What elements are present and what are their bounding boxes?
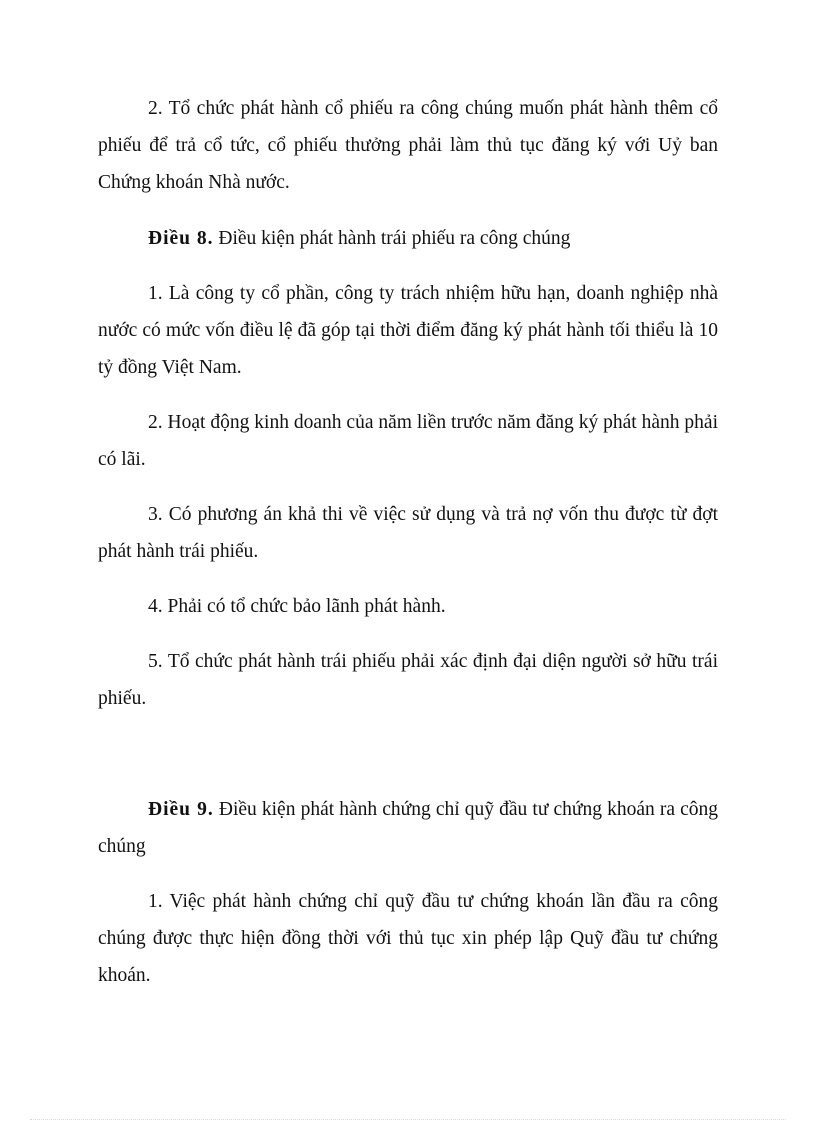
paragraph-article8-item2 xyxy=(98,404,718,478)
paragraph-text: 3. Có phương án khả thi về việc sử dụng và trả nợ vốn thu được từ đợt phát hành trái phiếu. xyxy=(98,504,718,562)
article-title: Điều kiện phát hành chứng chỉ quỹ đầu tư chứng khoán ra công chúng xyxy=(98,799,719,857)
article-number: Điều 9. xyxy=(148,799,214,820)
article9-heading xyxy=(98,791,718,865)
paragraph-article8-item4 xyxy=(98,588,718,625)
paragraph-article8-item3 xyxy=(98,496,718,570)
article8-heading xyxy=(98,220,718,257)
paragraph-article8-item5 xyxy=(98,643,718,717)
paragraph-article7-item2 xyxy=(98,90,718,201)
paragraph-article8-item1 xyxy=(98,275,718,386)
paragraph-text: 5. Tổ chức phát hành trái phiếu phải xác định đại diện người sở hữu trái phiếu. xyxy=(98,651,718,709)
paragraph-article9-item1 xyxy=(98,883,718,994)
paragraph-text: 4. Phải có tổ chức bảo lãnh phát hành. xyxy=(148,596,446,617)
article-title: Điều kiện phát hành trái phiếu ra công chúng xyxy=(218,228,571,249)
paragraph-text: 1. Việc phát hành chứng chỉ quỹ đầu tư chứng khoán lần đầu ra công chúng được thực hiện đồng thời với thủ tục xin phép lập Quỹ đầu tư chứng khoán. xyxy=(98,891,718,986)
page-bottom-divider xyxy=(30,1119,786,1120)
paragraph-text: 2. Tổ chức phát hành cổ phiếu ra công chúng muốn phát hành thêm cổ phiếu để trả cổ tức, cổ phiếu thưởng phải làm thủ tục đăng ký với Uỷ ban Chứng khoán Nhà nước. xyxy=(98,98,718,193)
paragraph-text: 1. Là công ty cổ phần, công ty trách nhiệm hữu hạn, doanh nghiệp nhà nước có mức vốn điều lệ đã góp tại thời điểm đăng ký phát hành tối thiểu là 10 tỷ đồng Việt Nam. xyxy=(98,283,718,378)
paragraph-text: 2. Hoạt động kinh doanh của năm liền trước năm đăng ký phát hành phải có lãi. xyxy=(98,412,718,470)
article-number: Điều 8. xyxy=(148,228,214,249)
